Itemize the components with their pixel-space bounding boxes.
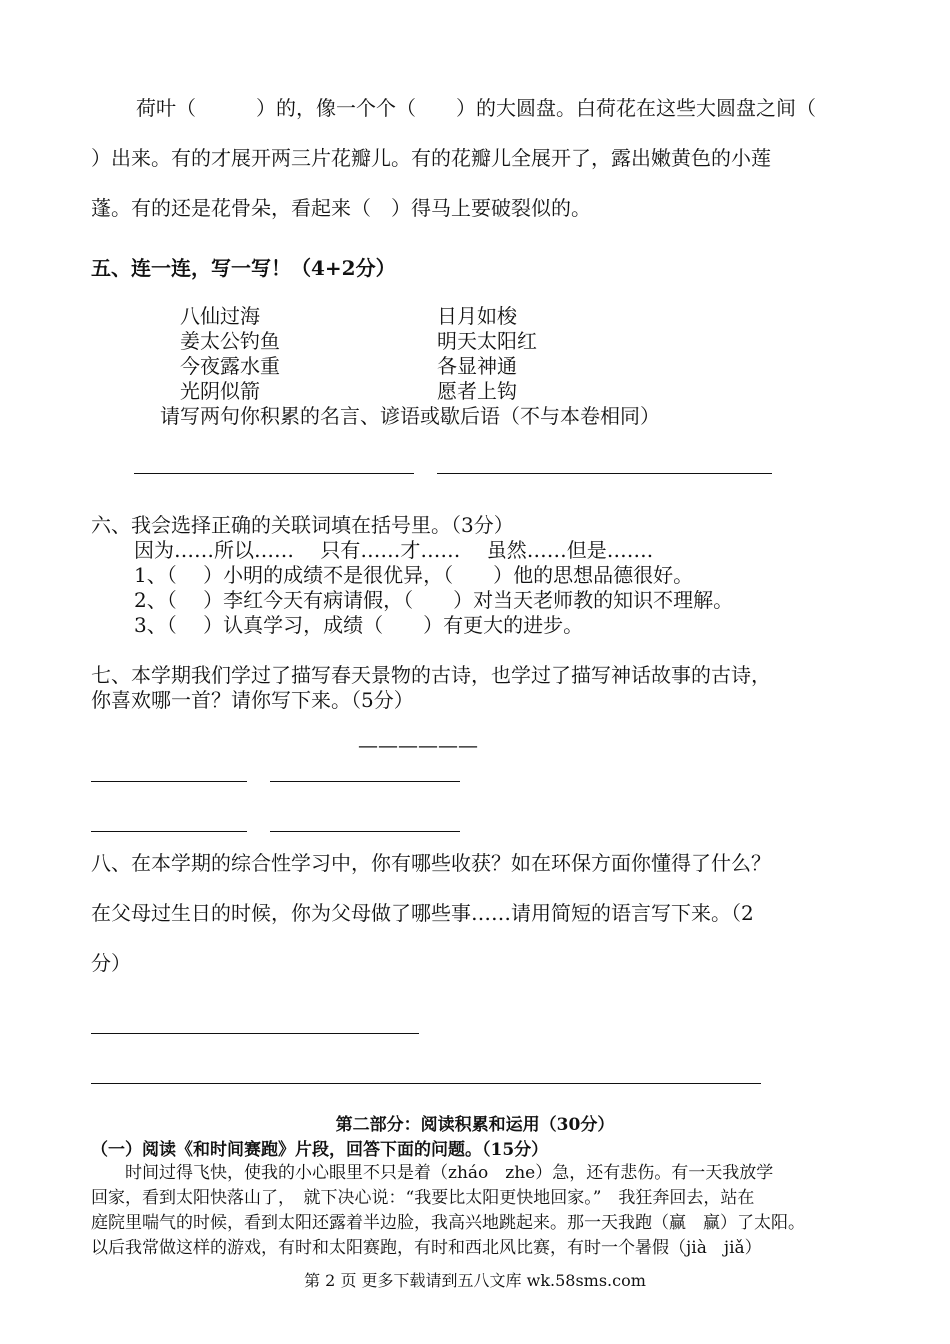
page-footer: 第 2 页 更多下载请到五八文库 wk.58sms.com: [304, 1271, 646, 1290]
match-right-2: 明天太阳红: [437, 329, 537, 353]
poem-title-dash: ——————: [358, 733, 478, 757]
match-right-1: 日月如梭: [437, 304, 517, 328]
answer-line[interactable]: [437, 473, 772, 474]
reading-line-4: 以后我常做这样的游戏，有时和太阳赛跑，有时和西北风比赛，有时一个暑假（jià jiǎ）: [91, 1238, 762, 1258]
section6-item-2: 2、（ ）李红今天有病请假，（ ）对当天老师教的知识不理解。: [134, 588, 734, 612]
match-right-3: 各显神通: [437, 354, 517, 378]
answer-line[interactable]: [134, 473, 414, 474]
section8-line-1: 八、在本学期的综合性学习中，你有哪些收获？如在环保方面你懂得了什么？: [91, 851, 771, 875]
section5-prompt: 请写两句你积累的名言、谚语或歇后语（不与本卷相同）: [160, 404, 660, 428]
match-left-2: 姜太公钓鱼: [180, 329, 280, 353]
answer-line[interactable]: [91, 1033, 419, 1034]
section7-line-1: 七、本学期我们学过了描写春天景物的古诗，也学过了描写神话故事的古诗，: [91, 663, 771, 687]
section6-item-1: 1、（ ）小明的成绩不是很优异，（ ）他的思想品德很好。: [134, 563, 694, 587]
section7-line-2: 你喜欢哪一首？请你写下来。（5分）: [91, 688, 414, 712]
passage-line-3: 蓬。有的还是花骨朵，看起来（ ）得马上要破裂似的。: [91, 196, 591, 220]
answer-line[interactable]: [270, 831, 460, 832]
section6-options: 因为……所以…… 只有……才…… 虽然……但是…….: [134, 538, 654, 562]
match-left-1: 八仙过海: [180, 304, 260, 328]
reading-line-3: 庭院里喘气的时候，看到太阳还露着半边脸，我高兴地跳起来。那一天我跑（赢 赢）了太阳。: [91, 1213, 805, 1233]
section6-item-3: 3、（ ）认真学习，成绩（ ）有更大的进步。: [134, 613, 584, 637]
reading-line-2: 回家，看到太阳快落山了， 就下决心说：“我要比太阳更快地回家。” 我狂奔回去，站在: [91, 1188, 755, 1208]
reading-line-1: 时间过得飞快，使我的小心眼里不只是着（zháo zhe）急，还有悲伤。有一天我放学: [91, 1163, 774, 1183]
answer-line[interactable]: [91, 1083, 761, 1084]
match-left-3: 今夜露水重: [180, 354, 280, 378]
part2-subtitle: （一）阅读《和时间赛跑》片段，回答下面的问题。（15分）: [91, 1140, 549, 1160]
section6-title: 六、我会选择正确的关联词填在括号里。（3分）: [91, 513, 514, 537]
passage-line-2: ）出来。有的才展开两三片花瓣儿。有的花瓣儿全展开了，露出嫩黄色的小莲: [91, 146, 771, 170]
match-right-4: 愿者上钩: [437, 379, 517, 403]
section8-line-2: 在父母过生日的时候，你为父母做了哪些事……请用简短的语言写下来。（2: [91, 901, 754, 925]
section8-line-3: 分）: [91, 951, 131, 975]
passage-line-1: 荷叶（ ）的，像一个个（ ）的大圆盘。白荷花在这些大圆盘之间（: [136, 96, 816, 120]
part2-title: 第二部分：阅读积累和运用（30分）: [335, 1115, 615, 1135]
section5-title: 五、连一连，写一写！（4+2分）: [91, 256, 396, 280]
answer-line[interactable]: [91, 831, 247, 832]
match-left-4: 光阴似箭: [180, 379, 260, 403]
answer-line[interactable]: [91, 781, 247, 782]
answer-line[interactable]: [270, 781, 460, 782]
